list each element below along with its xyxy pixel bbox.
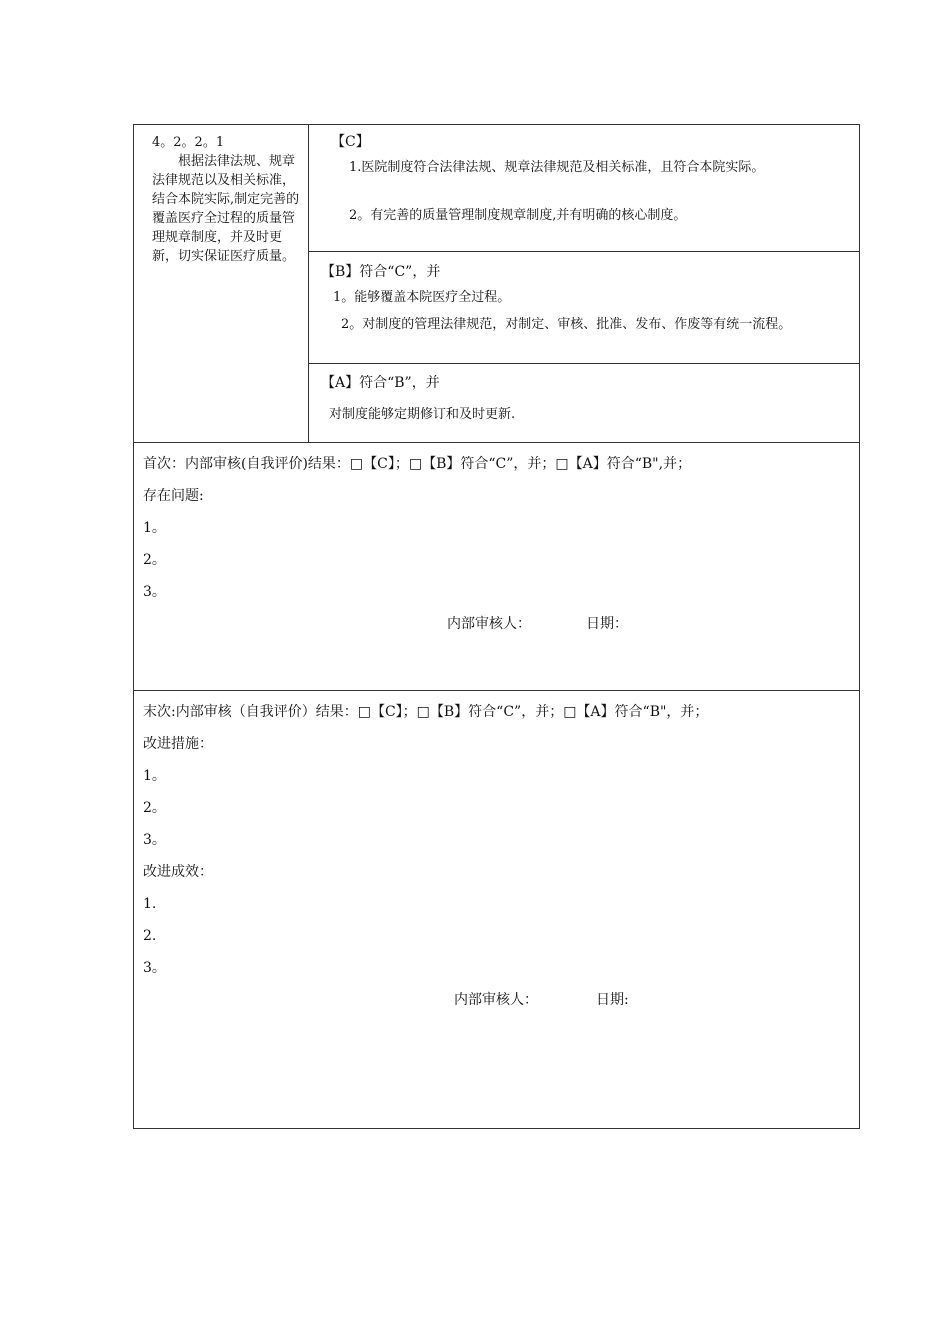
final-review-date-label: 日期:	[596, 992, 629, 1008]
row-divider-b-a	[308, 363, 859, 364]
final-review-measure-1: 1。	[143, 768, 166, 784]
final-review-result: 末次:内部审核（自我评价）结果：□【C】；□【B】符合“C”，并；□【A】符合“B"，并；	[143, 704, 709, 720]
grade-a-header: 【A】符合“B”，并	[321, 375, 440, 391]
standard-code: 4。2。2。1	[152, 135, 225, 150]
standard-description: 根据法律法规、规章法律规范以及相关标准，结合本院实际,制定完善的覆盖医疗全过程的质量管理规章制度，并及时更新，切实保证医疗质量。	[152, 154, 300, 264]
grade-c-item-1: 1.医院制度符合法律法规、规章法律规范及相关标准，且符合本院实际。	[349, 160, 765, 175]
grade-c-item-2: 2。有完善的质量管理制度规章制度,并有明确的核心制度。	[349, 208, 687, 223]
final-review-effects-label: 改进成效：	[143, 864, 213, 880]
grade-a-item-1: 对制度能够定期修订和及时更新.	[329, 407, 516, 422]
first-review-issue-1: 1。	[143, 520, 166, 536]
grade-c-header: 【C】	[331, 134, 370, 150]
first-review-issue-2: 2。	[143, 552, 166, 568]
final-review-effect-1: 1.	[143, 896, 157, 912]
final-review-measure-3: 3。	[143, 832, 166, 848]
final-review-effect-2: 2.	[143, 928, 157, 944]
first-review-result: 首次：内部审核(自我评价)结果：□【C】；□【B】符合“C”，并；□【A】符合“B",并；	[143, 456, 692, 472]
first-review-issue-3: 3。	[143, 584, 166, 600]
final-review-measures-label: 改进措施：	[143, 736, 213, 752]
standard-cell	[152, 133, 300, 266]
final-review-measure-2: 2。	[143, 800, 166, 816]
row-divider-c-b	[308, 251, 859, 252]
final-review-reviewer-label: 内部审核人：	[454, 992, 538, 1008]
audit-form-table	[133, 124, 860, 1129]
row-divider-standard-first	[134, 442, 859, 443]
first-review-date-label: 日期：	[586, 616, 628, 632]
grade-b-header: 【B】符合“C”，并	[321, 264, 441, 280]
grade-b-item-2: 2。对制度的管理法律规范，对制定、审核、批准、发布、作废等有统一流程。	[341, 317, 792, 332]
first-review-issues-label: 存在问题:	[143, 488, 204, 504]
row-divider-first-final	[134, 690, 859, 691]
first-review-reviewer-label: 内部审核人：	[447, 616, 531, 632]
final-review-effect-3: 3。	[143, 960, 166, 976]
column-divider	[308, 125, 309, 442]
grade-b-item-1: 1。能够覆盖本院医疗全过程。	[333, 290, 511, 305]
